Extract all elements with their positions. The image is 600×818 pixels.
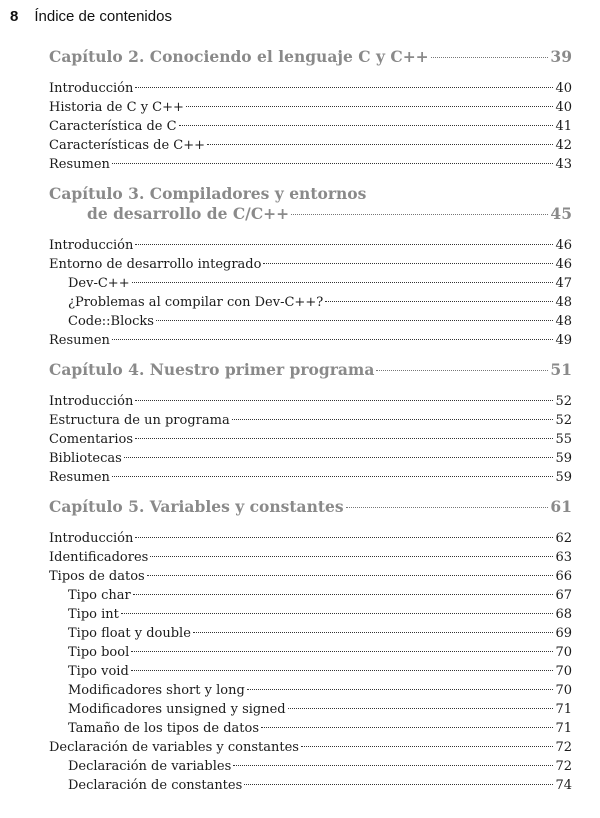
dot-leader: [186, 106, 554, 107]
chapter-heading[interactable]: [49, 497, 572, 517]
toc-entry[interactable]: [49, 117, 572, 136]
chapter-title: Capítulo 5. Variables y constantes: [49, 497, 344, 516]
chapter-page: 39: [550, 47, 572, 66]
entry-page: 41: [555, 119, 572, 134]
dot-leader: [131, 670, 554, 671]
toc-entry[interactable]: [49, 411, 572, 430]
dot-leader: [150, 556, 553, 557]
entry-page: 40: [555, 81, 572, 96]
dot-leader: [133, 594, 554, 595]
entry-page: 42: [555, 138, 572, 153]
entry-title: Comentarios: [49, 432, 134, 447]
page-header: [10, 8, 172, 25]
entry-title: Identificadores: [49, 550, 149, 565]
entry-page: 52: [555, 394, 572, 409]
entry-page: 68: [555, 607, 572, 622]
entry-title: ¿Problemas al compilar con Dev-C++?: [68, 295, 324, 310]
entry-page: 40: [555, 100, 572, 115]
dot-leader: [291, 214, 548, 215]
entry-title: Introducción: [49, 531, 134, 546]
toc-entry[interactable]: [49, 274, 572, 293]
entry-page: 47: [555, 276, 572, 291]
entry-page: 46: [555, 238, 572, 253]
entry-page: 69: [555, 626, 572, 641]
entry-title: Dev-C++: [68, 276, 130, 291]
entry-title: Declaración de variables y constantes: [49, 740, 299, 755]
entry-title: Tipo float y double: [68, 626, 191, 641]
entry-title: Característica de C: [49, 119, 177, 134]
entry-page: 59: [555, 451, 572, 466]
entry-title: Bibliotecas: [49, 451, 122, 466]
entry-title: Modificadores unsigned y signed: [68, 702, 286, 717]
toc-entry[interactable]: [49, 681, 572, 700]
dot-leader: [325, 301, 553, 302]
entry-title: Entorno de desarrollo integrado: [49, 257, 262, 272]
entry-page: 52: [555, 413, 572, 428]
dot-leader: [376, 370, 548, 371]
toc-entry[interactable]: [49, 700, 572, 719]
toc-entry[interactable]: [49, 738, 572, 757]
toc-entry[interactable]: [49, 643, 572, 662]
entry-title: Declaración de variables: [68, 759, 232, 774]
entry-title: Introducción: [49, 238, 134, 253]
chapter-title-line2: de desarrollo de C/C++: [87, 204, 290, 223]
dot-leader: [124, 457, 554, 458]
dot-leader: [179, 125, 554, 126]
toc-entry[interactable]: [49, 468, 572, 487]
toc-entry[interactable]: [49, 236, 572, 255]
entry-page: 72: [555, 759, 572, 774]
entry-page: 62: [555, 531, 572, 546]
entry-title: Historia de C y C++: [49, 100, 184, 115]
entry-page: 63: [555, 550, 572, 565]
dot-leader: [261, 727, 553, 728]
chapter-entries: [49, 392, 572, 487]
chapter-entries: [49, 79, 572, 174]
toc-entry[interactable]: [49, 255, 572, 274]
chapter-page: 45: [550, 204, 572, 223]
toc-entry[interactable]: [49, 586, 572, 605]
entry-page: 67: [555, 588, 572, 603]
entry-title: Tipos de datos: [49, 569, 145, 584]
dot-leader: [233, 765, 553, 766]
dot-leader: [244, 784, 553, 785]
dot-leader: [301, 746, 554, 747]
toc-entry[interactable]: [49, 430, 572, 449]
toc-entry[interactable]: [49, 312, 572, 331]
toc-entry[interactable]: [49, 331, 572, 350]
chapter-title-line1: Capítulo 3. Compiladores y entornos: [49, 184, 367, 203]
toc-entry[interactable]: [49, 662, 572, 681]
chapter-title: Capítulo 2. Conociendo el lenguaje C y C++: [49, 47, 429, 66]
toc-entry[interactable]: [49, 155, 572, 174]
entry-page: 49: [555, 333, 572, 348]
dot-leader: [135, 400, 553, 401]
table-of-contents: [49, 47, 572, 795]
dot-leader: [131, 651, 553, 652]
entry-page: 71: [555, 721, 572, 736]
entry-page: 74: [555, 778, 572, 793]
toc-entry[interactable]: [49, 605, 572, 624]
dot-leader: [247, 689, 554, 690]
running-title: Índice de contenidos: [34, 8, 172, 25]
toc-entry[interactable]: [49, 624, 572, 643]
entry-title: Introducción: [49, 81, 134, 96]
dot-leader: [121, 613, 554, 614]
entry-title: Resumen: [49, 333, 110, 348]
entry-title: Resumen: [49, 470, 110, 485]
chapter-page: 61: [550, 497, 572, 516]
entry-page: 72: [555, 740, 572, 755]
toc-entry[interactable]: [49, 293, 572, 312]
toc-entry[interactable]: [49, 449, 572, 468]
dot-leader: [346, 507, 549, 508]
entry-title: Tipo int: [68, 607, 119, 622]
entry-title: Tipo void: [68, 664, 129, 679]
entry-title: Tipo bool: [68, 645, 130, 660]
chapter-heading[interactable]: [49, 360, 572, 380]
entry-page: 46: [555, 257, 572, 272]
toc-entry[interactable]: [49, 719, 572, 738]
toc-entry[interactable]: [49, 98, 572, 117]
entry-page: 48: [555, 295, 572, 310]
dot-leader: [263, 263, 553, 264]
toc-entry[interactable]: [49, 79, 572, 98]
toc-entry[interactable]: [49, 392, 572, 411]
entry-page: 43: [555, 157, 572, 172]
toc-entry[interactable]: [49, 757, 572, 776]
dot-leader: [112, 476, 554, 477]
dot-leader: [135, 438, 553, 439]
entry-title: Tamaño de los tipos de datos: [68, 721, 260, 736]
entry-title: Introducción: [49, 394, 134, 409]
entry-title: Tipo char: [68, 588, 131, 603]
dot-leader: [288, 708, 554, 709]
toc-entry[interactable]: [49, 529, 572, 548]
chapter-entries: [49, 236, 572, 350]
dot-leader: [135, 87, 553, 88]
dot-leader: [112, 339, 554, 340]
chapter-title: Capítulo 4. Nuestro primer programa: [49, 360, 375, 379]
entry-title: Code::Blocks: [68, 314, 154, 329]
entry-page: 70: [555, 664, 572, 679]
entry-page: 48: [555, 314, 572, 329]
dot-leader: [147, 575, 554, 576]
entry-title: Estructura de un programa: [49, 413, 230, 428]
entry-page: 55: [555, 432, 572, 447]
dot-leader: [156, 320, 554, 321]
chapter-entries: [49, 529, 572, 795]
page-number: 8: [10, 8, 19, 25]
entry-page: 70: [555, 645, 572, 660]
dot-leader: [232, 419, 554, 420]
dot-leader: [135, 244, 553, 245]
entry-title: Declaración de constantes: [68, 778, 243, 793]
dot-leader: [112, 163, 554, 164]
entry-page: 71: [555, 702, 572, 717]
toc-entry[interactable]: [49, 776, 572, 795]
dot-leader: [193, 632, 554, 633]
dot-leader: [431, 57, 549, 58]
toc-entry[interactable]: [49, 136, 572, 155]
chapter-heading[interactable]: [49, 184, 572, 224]
dot-leader: [207, 144, 553, 145]
chapter-page: 51: [550, 360, 572, 379]
chapter-heading[interactable]: [49, 47, 572, 67]
dot-leader: [132, 282, 554, 283]
entry-page: 59: [555, 470, 572, 485]
entry-title: Resumen: [49, 157, 110, 172]
dot-leader: [135, 537, 553, 538]
entry-title: Características de C++: [49, 138, 205, 153]
entry-page: 70: [555, 683, 572, 698]
toc-entry[interactable]: [49, 548, 572, 567]
entry-page: 66: [555, 569, 572, 584]
entry-title: Modificadores short y long: [68, 683, 245, 698]
toc-entry[interactable]: [49, 567, 572, 586]
